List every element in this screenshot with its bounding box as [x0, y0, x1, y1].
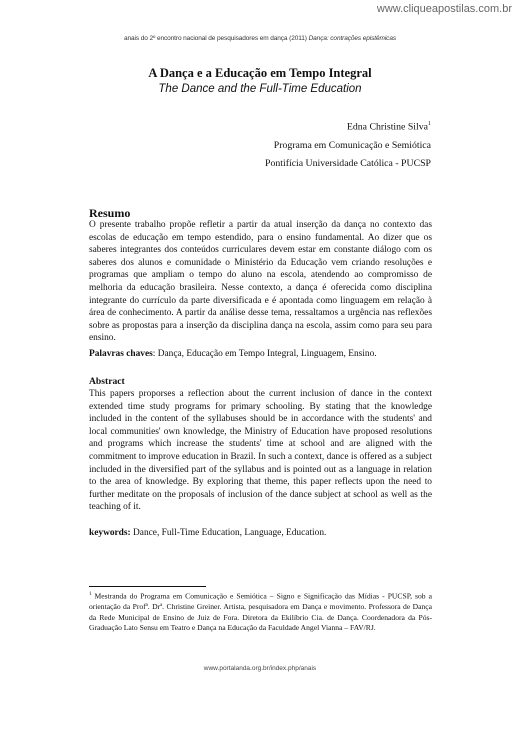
running-head-prefix: anais do 2º encontro nacional de pesquisadores em dança (2011): [123, 35, 309, 42]
footnote-divider: [89, 586, 206, 587]
footnote: [89, 590, 432, 634]
paper-subtitle: The Dance and the Full-Time Education: [158, 83, 362, 95]
keywords-text: Dance, Full-Time Education, Language, Education.: [130, 528, 327, 538]
affiliation-university: Pontifícia Universidade Católica - PUCSP: [265, 158, 431, 169]
footnote-text: Mestranda do Programa em Comunicação e Semiótica – Signo e Significação das Mídias - PUCSP, sob a orientação da Profª. Drª. Christine Greiner. Artista, pesquisadora em Dança e movimento. Professora de Dança da Rede Municipal de Ensino de Juiz de Fora. Diretora da Ekilíbrio Cia. de Dança. Coordenadora da Pós-Graduação Lato Sensu em Teatro e Dança na Educação da Faculdade Angel Vianna – FAV/RJ.: [89, 591, 432, 633]
footnote-mark: 1: [89, 592, 92, 597]
palavras-chave-label: Palavras chaves: [89, 349, 153, 359]
palavras-chave: [89, 348, 432, 361]
author-name: Edna Christine Silva: [346, 121, 428, 133]
abstract-text: This papers proporses a reflection about the current inclusion of dance in the context extended time study programs for primary schooling. By stating that the knowledge included in the content of the syllabuses should be in accordance with the students' and local communities' own knowledge, the Ministry of Education have proposed resolutions and programs which increase the students' time at school and are aligned with the commitment to improve education in Brazil. In such a context, dance is offered as a subject included in the diversified part of the syllabus and is pointed out as a language in relation to the area of knowledge. By exploring that theme, this paper reflects upon the need to further meditate on the proposals of inclusion of the dance subject at school as well as the teaching of it.: [89, 389, 432, 513]
keywords-label: keywords:: [89, 528, 131, 538]
palavras-chave-text: : Dança, Educação em Tempo Integral, Linguagem, Ensino.: [152, 349, 377, 359]
running-head-italic: Dança: contrações epistêmicas: [308, 35, 396, 42]
footer-url: www.portalanda.org.br/index.php/anais: [203, 665, 317, 672]
running-head: [0, 35, 520, 42]
watermark-url: www.cliqueapostilas.com.br: [376, 3, 512, 15]
author-line: [347, 121, 431, 132]
paper-title: A Dança e a Educação em Tempo Integral: [148, 66, 372, 80]
keywords: [89, 527, 432, 540]
abstract-heading: Abstract: [89, 376, 125, 387]
author-footnote-mark: 1: [428, 121, 431, 127]
affiliation-program: Programa em Comunicação e Semiótica: [273, 140, 431, 151]
resumo-text: O presente trabalho propõe refletir a partir da atual inserção da dança no contexto das escolas de educação em tempo estendido, para o ensino fundamental. Ao dizer que os saberes integrantes dos conteúdos curriculares devem estar em constante diálogo com os saberes dos alunos e comunidade o Ministério da Educação vem criando resoluções e programas que ampliam o tempo do aluno na escola, atendendo ao compromisso de melhoria da educação brasileira. Nesse contexto, a dança é oferecida como disciplina integrante do currículo da parte diversificada e é apontada como linguagem em relação à área de conhecimento. A partir da análise desse tema, ressaltamos a urgência nas reflexões sobre as propostas para a inserção da disciplina dança na escola, assim como para seu para ensino.: [89, 220, 432, 344]
resumo-heading: Resumo: [89, 206, 131, 220]
